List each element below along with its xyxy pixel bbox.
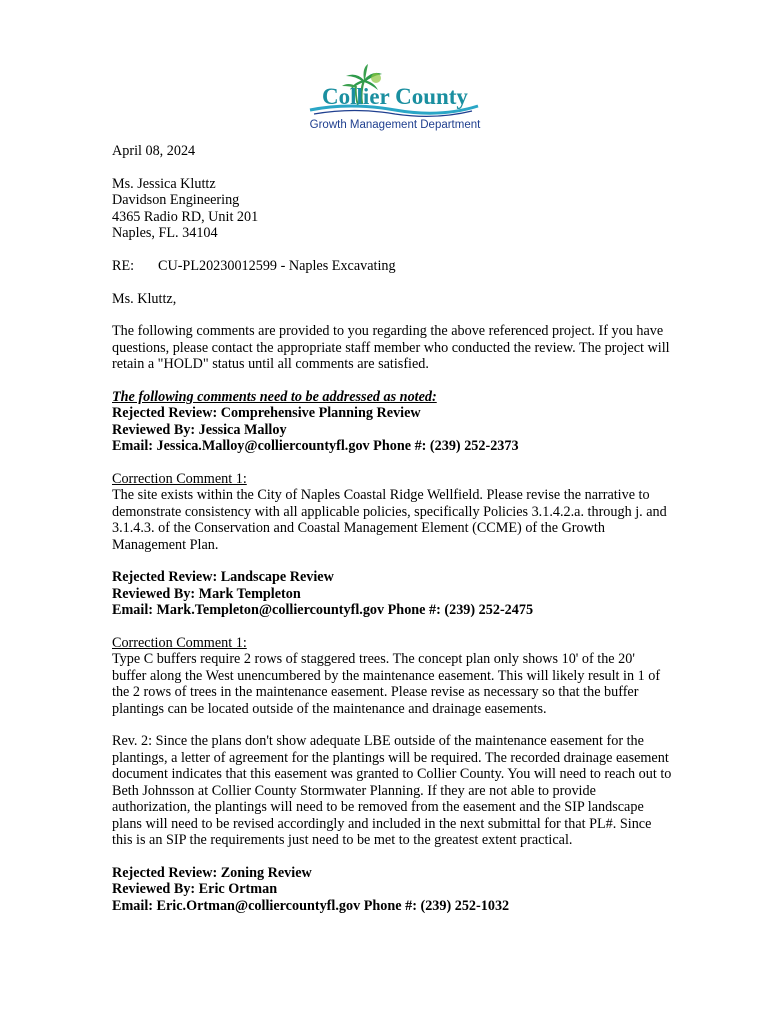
- review-title: Rejected Review: Landscape Review: [112, 569, 334, 586]
- correction-comment-text: The site exists within the City of Naples Coastal Ridge Wellfield. Please revise the narrative to demonstrate consistency with all applicable policies, specifically Policies 3.1.4.2.a. through j. and 3.1.4.3. of the Conservation and Coastal Management Element (CCME) of the Growth Management Plan.: [112, 487, 667, 553]
- re-line: [112, 258, 672, 274]
- re-text: CU-PL20230012599 - Naples Excavating: [158, 257, 396, 274]
- reviewer-name: Reviewed By: Jessica Malloy: [112, 421, 287, 438]
- letter-body: [112, 143, 672, 914]
- reviewer-contact: Email: Mark.Templeton@colliercountyfl.gov Phone #: (239) 252-2475: [112, 602, 534, 619]
- correction-comment-text: Type C buffers require 2 rows of staggered trees. The concept plan only shows 10' of the 20' buffer along the West unencumbered by the maintenance easement. This will likely result in 1 of the 2 rows of trees in the maintenance easement. Please revise as necessary so that the buffer plantings can be located outside of the maintenance and drainage easements.: [112, 651, 661, 717]
- palm-tree-logo-icon: [300, 64, 490, 134]
- notice-heading: The following comments need to be addressed as noted:: [112, 389, 437, 406]
- review-title: Rejected Review: Zoning Review: [112, 864, 312, 881]
- reviewer-name: Reviewed By: Eric Ortman: [112, 881, 278, 898]
- review-section: [112, 405, 672, 553]
- collier-county-logo: [300, 64, 490, 134]
- logo-name: Collier County: [322, 84, 468, 109]
- recipient-address: [112, 176, 672, 242]
- address-line: Davidson Engineering: [112, 192, 240, 209]
- review-title: Rejected Review: Comprehensive Planning Review: [112, 405, 421, 422]
- reviewer-name: Reviewed By: Mark Templeton: [112, 585, 301, 602]
- correction-comment-label: Correction Comment 1:: [112, 635, 247, 652]
- reviewer-contact: Email: Jessica.Malloy@colliercountyfl.gov Phone #: (239) 252-2373: [112, 438, 519, 455]
- address-line: Naples, FL. 34104: [112, 225, 218, 242]
- logo-subtitle: Growth Management Department: [309, 119, 481, 131]
- reviewer-contact: Email: Eric.Ortman@colliercountyfl.gov Phone #: (239) 252-1032: [112, 897, 510, 914]
- re-label: RE:: [112, 257, 135, 274]
- correction-comment-label: Correction Comment 1:: [112, 471, 247, 488]
- letter-date: April 08, 2024: [112, 143, 196, 159]
- review-section: [112, 865, 672, 914]
- correction-comment-revision: Rev. 2: Since the plans don't show adequate LBE outside of the maintenance easement for the plantings, a letter of agreement for the plantings will be required. The recorded drainage easement document indicates that this easement was granted to Collier County. You will need to reach out to Beth Johnsson at Collier County Stormwater Planning. If they are not able to provide authorization, the plantings will need to be removed from the easement and the SIP landscape plans will need to be revised accordingly and included in the next submittal for that PL#. Since this is an SIP the requirements just need to be met to the greatest extent practical.: [112, 733, 672, 848]
- salutation: Ms. Kluttz,: [112, 290, 177, 307]
- address-line: Ms. Jessica Kluttz: [112, 175, 216, 192]
- address-line: 4365 Radio RD, Unit 201: [112, 208, 259, 225]
- intro-paragraph: The following comments are provided to you regarding the above referenced project. If you have questions, please contact the appropriate staff member who conducted the review. The project will retain a "HOLD" status until all comments are satisfied.: [112, 323, 670, 373]
- review-section: [112, 569, 672, 848]
